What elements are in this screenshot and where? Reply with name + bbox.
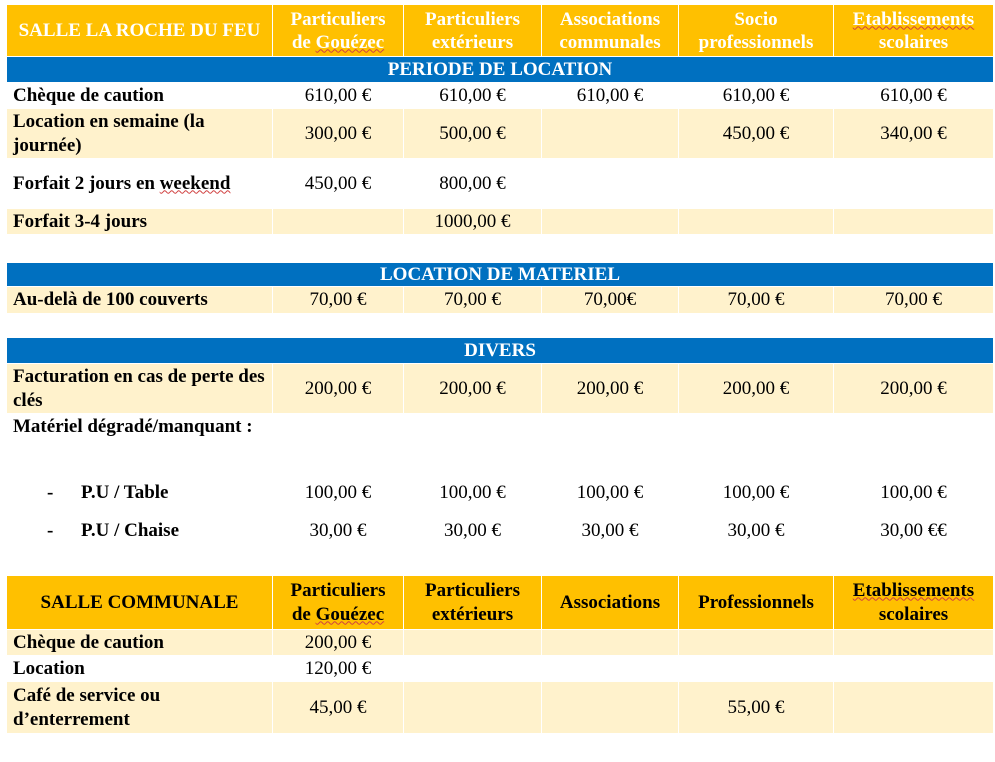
communale-title: SALLE COMMUNALE [7, 576, 273, 630]
table-row: Chèque de caution 200,00 € [7, 630, 994, 656]
communale-col-particuliers-gouezec: Particuliers de Gouézec [273, 576, 404, 630]
table-row: Café de service ou d’enterrement 45,00 € 55,00 € [7, 682, 994, 734]
section-location-materiel [7, 263, 994, 287]
table-row: - P.U / Chaise 30,00 € 30,00 € 30,00 € 30,00 € 30,00 €€ [7, 512, 994, 550]
communale-header-row [7, 576, 994, 630]
table-row: - P.U / Table 100,00 € 100,00 € 100,00 € 100,00 € 100,00 € [7, 474, 994, 512]
section-periode-location [7, 57, 994, 83]
section-divers [7, 338, 994, 364]
table-row: Chèque de caution 610,00 € 610,00 € 610,00 € 610,00 € 610,00 € [7, 83, 994, 109]
table-row: Location 120,00 € [7, 656, 994, 682]
table-row: Forfait 2 jours en weekend 450,00 € 800,00 € [7, 159, 994, 209]
roche-col-socio-pro: Socio professionnels [679, 5, 834, 57]
row-label: Forfait 2 jours en weekend [7, 159, 273, 209]
table-row: Au-delà de 100 couverts 70,00 € 70,00 € 70,00€ 70,00 € 70,00 € [7, 287, 994, 314]
section-title: PERIODE DE LOCATION [7, 57, 994, 83]
communale-col-etablissements: Etablissements scolaires [834, 576, 994, 630]
communale-col-associations: Associations [542, 576, 679, 630]
table-row: Facturation en cas de perte des clés 200,00 € 200,00 € 200,00 € 200,00 € 200,00 € [7, 364, 994, 414]
roche-header-row [7, 5, 994, 57]
table-row: Location en semaine (la journée) 300,00 € 500,00 € 450,00 € 340,00 € [7, 109, 994, 159]
empty-row [7, 314, 994, 338]
roche-col-etablissements: Etablissements scolaires [834, 5, 994, 57]
roche-col-associations: Associations communales [542, 5, 679, 57]
communale-col-professionnels: Professionnels [679, 576, 834, 630]
section-title: DIVERS [7, 338, 994, 364]
roche-col-particuliers-gouezec: Particuliers de Gouézec [273, 5, 404, 57]
empty-row [7, 550, 994, 576]
section-title: LOCATION DE MATERIEL [7, 263, 994, 287]
roche-title: SALLE LA ROCHE DU FEU [7, 5, 273, 57]
table-row: Matériel dégradé/manquant : [7, 414, 994, 474]
roche-col-particuliers-exterieurs: Particuliers extérieurs [404, 5, 542, 57]
empty-row [7, 235, 994, 259]
communale-col-particuliers-exterieurs: Particuliers extérieurs [404, 576, 542, 630]
table-row: Forfait 3-4 jours 1000,00 € [7, 209, 994, 235]
tarifs-table [6, 4, 994, 734]
